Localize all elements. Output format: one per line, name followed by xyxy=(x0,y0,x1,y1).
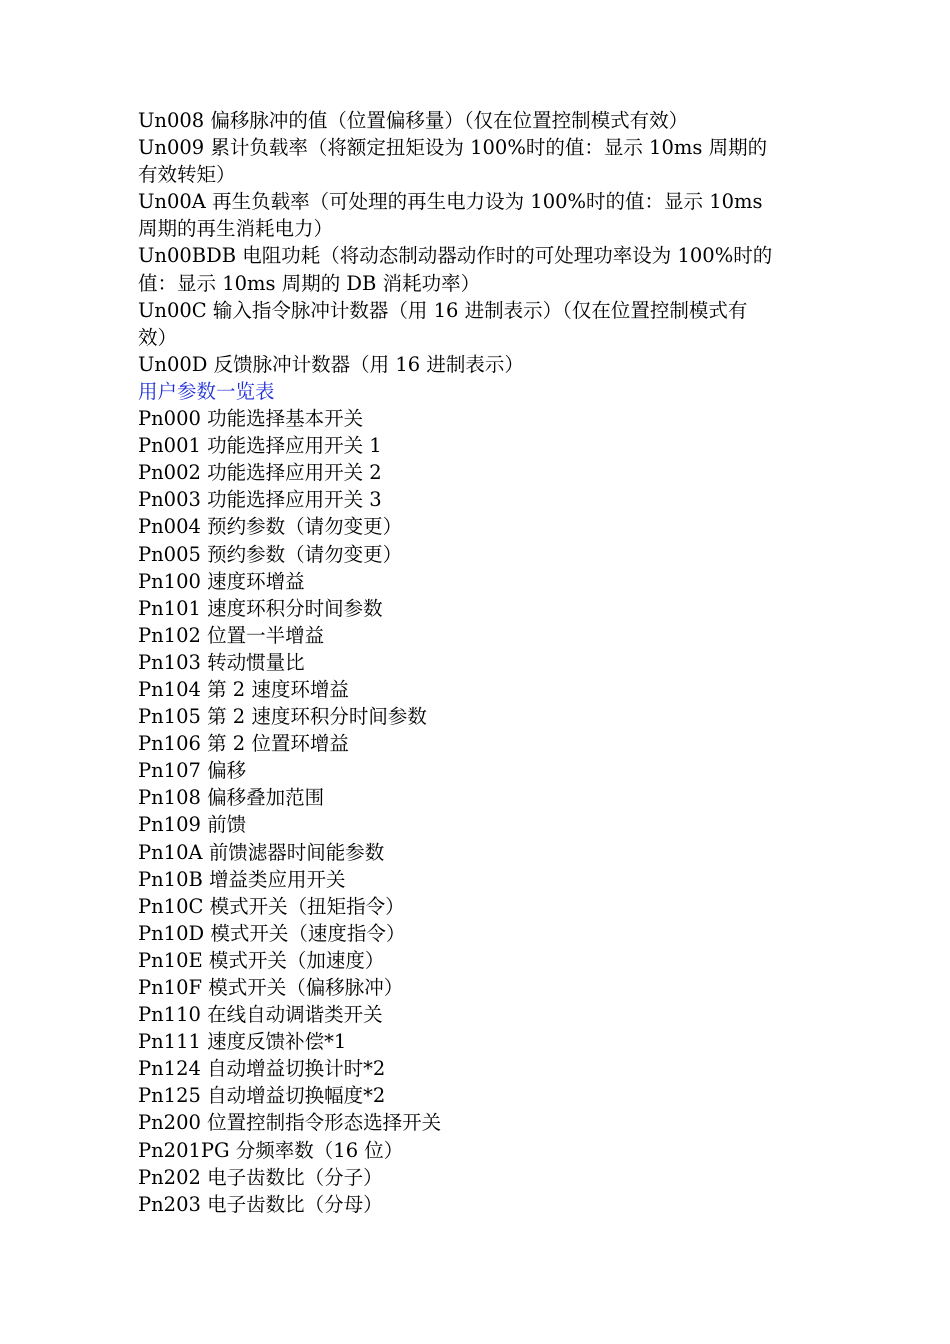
text-line: Un00C 输入指令脉冲计数器（用 16 进制表示）（仅在位置控制模式有 xyxy=(138,298,748,322)
parameter-list xyxy=(138,405,818,1218)
parameter-item: Pn105 第 2 速度环积分时间参数 xyxy=(138,705,427,729)
parameter-item: Pn109 前馈 xyxy=(138,813,247,837)
text-line: 值：显示 10ms 周期的 DB 消耗功率） xyxy=(138,271,481,295)
parameter-item: Pn10B 增益类应用开关 xyxy=(138,867,346,891)
text-line: 效） xyxy=(138,325,178,349)
parameter-item: Pn10D 模式开关（速度指令） xyxy=(138,921,406,945)
text-line: 有效转矩） xyxy=(138,163,236,187)
parameter-item: Pn10C 模式开关（扭矩指令） xyxy=(138,894,405,918)
parameter-item: Pn10A 前馈滤器时间能参数 xyxy=(138,840,385,864)
parameter-item: Pn001 功能选择应用开关 1 xyxy=(138,434,382,458)
parameter-item: Pn10E 模式开关（加速度） xyxy=(138,948,385,972)
parameter-item: Pn003 功能选择应用开关 3 xyxy=(138,488,382,512)
text-line: Un009 累计负载率（将额定扭矩设为 100%时的值：显示 10ms 周期的 xyxy=(138,136,768,160)
parameter-item: Pn101 速度环积分时间参数 xyxy=(138,596,383,620)
parameter-item: Pn005 预约参数（请勿变更） xyxy=(138,542,403,566)
text-line: Un008 偏移脉冲的值（位置偏移量）（仅在位置控制模式有效） xyxy=(138,109,689,132)
parameter-item: Pn125 自动增益切换幅度*2 xyxy=(138,1084,386,1108)
parameter-item: Pn102 位置一半增益 xyxy=(138,623,325,647)
parameter-item: Pn000 功能选择基本开关 xyxy=(138,407,364,431)
text-line: Un00A 再生负载率（可处理的再生电力设为 100%时的值：显示 10ms xyxy=(138,190,763,214)
parameter-item: Pn203 电子齿数比（分母） xyxy=(138,1192,383,1216)
parameter-item: Pn103 转动惯量比 xyxy=(138,650,305,674)
parameter-item: Pn124 自动增益切换计时*2 xyxy=(138,1057,386,1081)
text-line: 周期的再生消耗电力） xyxy=(138,217,334,241)
parameter-item: Pn108 偏移叠加范围 xyxy=(138,786,325,810)
section-link-user-parameters[interactable]: 用户参数一览表 xyxy=(138,379,275,403)
text-line: Un00D 反馈脉冲计数器（用 16 进制表示） xyxy=(138,352,524,376)
parameter-item: Pn110 在线自动调谐类开关 xyxy=(138,1003,383,1027)
parameter-item: Pn004 预约参数（请勿变更） xyxy=(138,515,403,539)
parameter-item: Pn107 偏移 xyxy=(138,759,247,783)
parameter-item: Pn111 速度反馈补偿*1 xyxy=(138,1030,347,1054)
parameter-item: Pn10F 模式开关（偏移脉冲） xyxy=(138,976,404,999)
parameter-item: Pn106 第 2 位置环增益 xyxy=(138,732,349,756)
text-line: Un00BDB 电阻功耗（将动态制动器动作时的可处理功率设为 100%时的 xyxy=(138,244,773,268)
parameter-item: Pn200 位置控制指令形态选择开关 xyxy=(138,1111,442,1135)
parameter-item: Pn002 功能选择应用开关 2 xyxy=(138,461,382,485)
document-body xyxy=(138,107,818,1218)
parameter-item: Pn100 速度环增益 xyxy=(138,569,305,593)
parameter-item: Pn202 电子齿数比（分子） xyxy=(138,1165,383,1189)
parameter-item: Pn104 第 2 速度环增益 xyxy=(138,677,349,701)
parameter-item: Pn201PG 分频率数（16 位） xyxy=(138,1138,404,1162)
